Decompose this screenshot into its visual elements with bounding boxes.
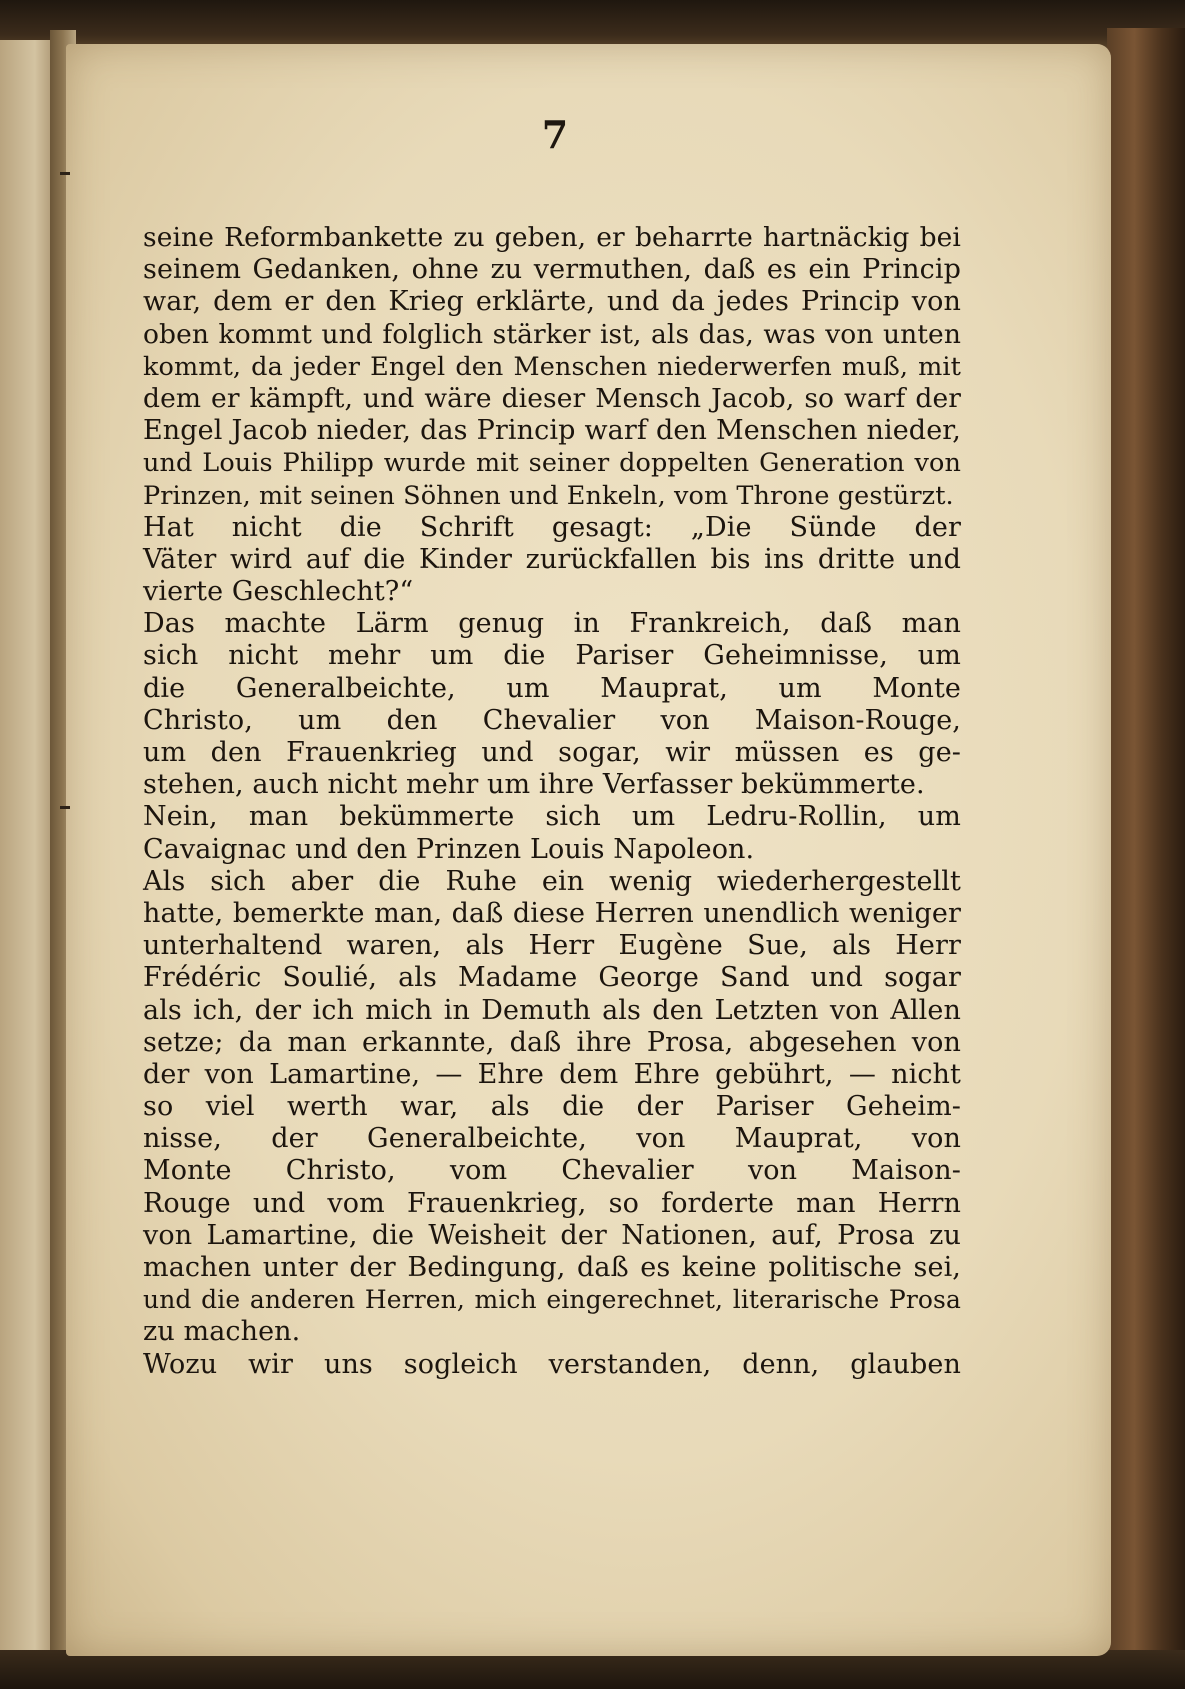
- text-line: Nein, man bekümmerte sich um Ledru-Rollin, um: [143, 801, 961, 833]
- text-line: Rouge und vom Frauenkrieg, so forderte man Herrn: [143, 1187, 961, 1219]
- text-line: und Louis Philipp wurde mit seiner doppelten Generation von: [143, 448, 961, 479]
- text-line: seinem Gedanken, ohne zu vermuthen, daß es ein Princip: [143, 254, 961, 286]
- text-line: Prinzen, mit seinen Söhnen und Enkeln, vom Throne gestürzt.: [143, 480, 954, 511]
- text-line: Väter wird auf die Kinder zurückfallen bis ins dritte und: [143, 543, 961, 575]
- text-line: unterhaltend waren, als Herr Eugène Sue, als Herr: [143, 930, 961, 962]
- page-number: 7: [541, 112, 569, 157]
- text-line: Als sich aber die Ruhe ein wenig wiederhergestellt: [143, 865, 961, 897]
- book-cover-edge: [1107, 28, 1185, 1668]
- text-line: als ich, der ich mich in Demuth als den Letzten von Allen: [143, 994, 961, 1026]
- text-line: Frédéric Soulié, als Madame George Sand und sogar: [143, 962, 961, 994]
- text-line: Wozu wir uns sogleich verstanden, denn, glauben: [143, 1348, 961, 1380]
- text-line: sich nicht mehr um die Pariser Geheimnisse, um: [143, 640, 961, 672]
- text-line: dem er kämpft, und wäre dieser Mensch Jacob, so warf der: [143, 382, 961, 414]
- margin-mark: [60, 806, 70, 809]
- text-line: um den Frauenkrieg und sogar, wir müssen es ge-: [143, 737, 961, 768]
- text-line: setze; da man erkannte, daß ihre Prosa, abgesehen von: [143, 1026, 961, 1058]
- text-line: machen unter der Bedingung, daß es keine politische sei,: [143, 1252, 961, 1283]
- text-line: und die anderen Herren, mich eingerechnet, literarische Prosa: [143, 1285, 961, 1315]
- text-line: von Lamartine, die Weisheit der Nationen, auf, Prosa zu: [143, 1219, 961, 1251]
- text-line: zu machen.: [143, 1316, 301, 1348]
- margin-mark: [60, 172, 70, 175]
- text-line: nisse, der Generalbeichte, von Mauprat, von: [143, 1123, 961, 1155]
- text-line: Das machte Lärm genug in Frankreich, daß man: [143, 608, 961, 640]
- text-line: vierte Geschlecht?“: [143, 576, 414, 608]
- text-line: der von Lamartine, — Ehre dem Ehre gebührt, — nicht: [143, 1058, 961, 1090]
- text-line: so viel werth war, als die der Pariser Geheim-: [143, 1091, 961, 1123]
- text-line: seine Reformbankette zu geben, er beharrte hartnäckig bei: [143, 222, 961, 253]
- text-line: stehen, auch nicht mehr um ihre Verfasser bekümmerte.: [143, 769, 925, 801]
- text-line: oben kommt und folglich stärker ist, als das, was von unten: [143, 318, 961, 350]
- text-line: Hat nicht die Schrift gesagt: „Die Sünde der: [143, 511, 961, 543]
- text-line: Cavaignac und den Prinzen Louis Napoleon.: [143, 833, 755, 865]
- text-line: war, dem er den Krieg erklärte, und da jedes Princip von: [143, 286, 961, 318]
- body-text: [143, 222, 961, 1381]
- text-line: Christo, um den Chevalier von Maison-Rouge,: [143, 704, 961, 736]
- text-line: kommt, da jeder Engel den Menschen niederwerfen muß, mit: [143, 351, 961, 382]
- book-cover-top: [0, 0, 1185, 50]
- text-line: hatte, bemerkte man, daß diese Herren unendlich weniger: [143, 897, 961, 929]
- text-line: Monte Christo, vom Chevalier von Maison-: [143, 1155, 961, 1187]
- text-line: Engel Jacob nieder, das Princip warf den Menschen nieder,: [143, 415, 961, 447]
- text-line: die Generalbeichte, um Mauprat, um Monte: [143, 672, 961, 704]
